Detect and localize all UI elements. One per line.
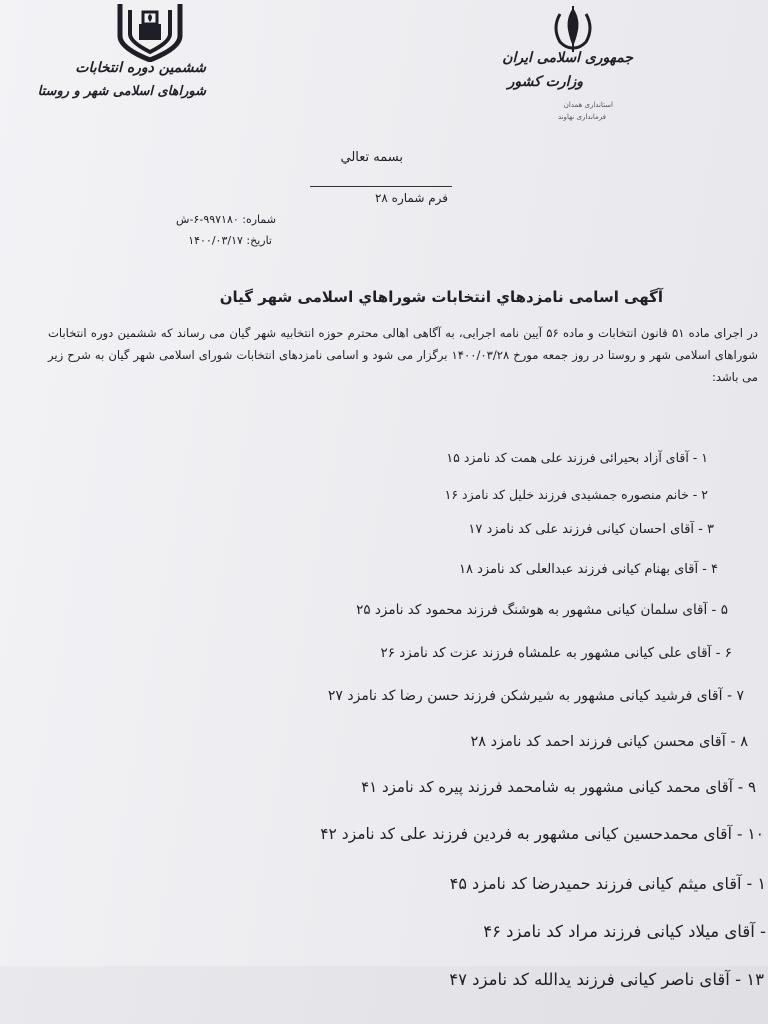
candidate-item: ۱ - آقای میثم کیانی فرزند حمیدرضا کد نامزد ۴۵ — [449, 874, 766, 893]
candidate-item: ۴ - آقای بهنام کیانی فرزند عبدالعلی کد نامزد ۱۸ — [459, 562, 718, 577]
candidate-item: ۱۰ - آقای محمدحسین کیانی مشهور به فردین فرزند علی کد نامزد ۴۲ — [320, 825, 764, 843]
lower-page-strip — [0, 966, 768, 1024]
province-office: استانداری همدان — [563, 101, 613, 109]
county-office: فرمانداری نهاوند — [557, 113, 606, 121]
letter-number: شماره: ۹۹۷۱۸۰-۶-ش — [176, 213, 276, 226]
ministry-name: وزارت کشور — [507, 74, 583, 90]
form-number: فرم شماره ۲۸ — [374, 191, 448, 205]
candidate-item: ۳ - آقای احسان کیانی فرزند علی کد نامزد ۱۷ — [468, 522, 714, 537]
intro-paragraph: در اجرای ماده ۵۱ قانون انتخابات و ماده ۵۶ آیین نامه اجرایی، به آگاهی اهالی محترم حوزه انتخابیه شهر گیان می رساند که ششمین دوره انتخابات شوراهای اسلامی شهر و روستا در روز جمعه مورخ ۱۴۰۰/۰۳/۲۸ برگزار می شود و اسامی نامزدهای انتخابات شورای اسلامی شهر گیان به شرح زیر می باشد: — [48, 326, 758, 384]
candidate-item: ۷ - آقای فرشید کیانی مشهور به شیرشکن فرزند حسن رضا کد نامزد ۲۷ — [327, 688, 744, 704]
iran-emblem-icon — [548, 4, 598, 54]
candidate-item: ۱ - آقای آزاد بحیرائی فرزند علی همت کد نامزد ۱۵ — [446, 450, 708, 465]
candidate-item: ۲ - خانم منصوره جمشیدی فرزند خلیل کد نامزد ۱۶ — [444, 487, 708, 502]
candidate-item: ۶ - آقای علی کیانی مشهور به علمشاه فرزند عزت کد نامزد ۲۶ — [380, 645, 732, 661]
left-logo-subtitle: شوراهای اسلامی شهر و روستا — [37, 84, 206, 99]
candidate-item: ۹ - آقای محمد کیانی مشهور به شامحمد فرزند پیره کد نامزد ۴۱ — [361, 778, 756, 796]
left-logo-title: ششمین دوره انتخابات — [75, 60, 206, 76]
bismillah-heading: بسمه تعالي — [340, 150, 403, 165]
candidate-item: - آقای میلاد کیانی فرزند مراد کد نامزد ۴۶ — [483, 922, 766, 941]
form-divider — [310, 186, 452, 187]
candidate-item: ۸ - آقای محسن کیانی فرزند احمد کد نامزد ۲۸ — [470, 734, 748, 750]
election-logo-icon — [112, 2, 188, 62]
letter-date: تاریخ: ۱۴۰۰/۰۳/۱۷ — [188, 234, 272, 247]
announcement-title: آگهی اسامی نامزدهاي انتخابات شوراهاي اسلامی شهر گیان — [219, 288, 663, 306]
candidate-item: ۵ - آقای سلمان کیانی مشهور به هوشنگ فرزند محمود کد نامزد ۲۵ — [356, 602, 728, 618]
candidate-item: ۱۳ - آقای ناصر کیانی فرزند یدالله کد نامزد ۴۷ — [449, 970, 764, 989]
ministry-country: جمهوری اسلامی ایران — [502, 50, 633, 66]
